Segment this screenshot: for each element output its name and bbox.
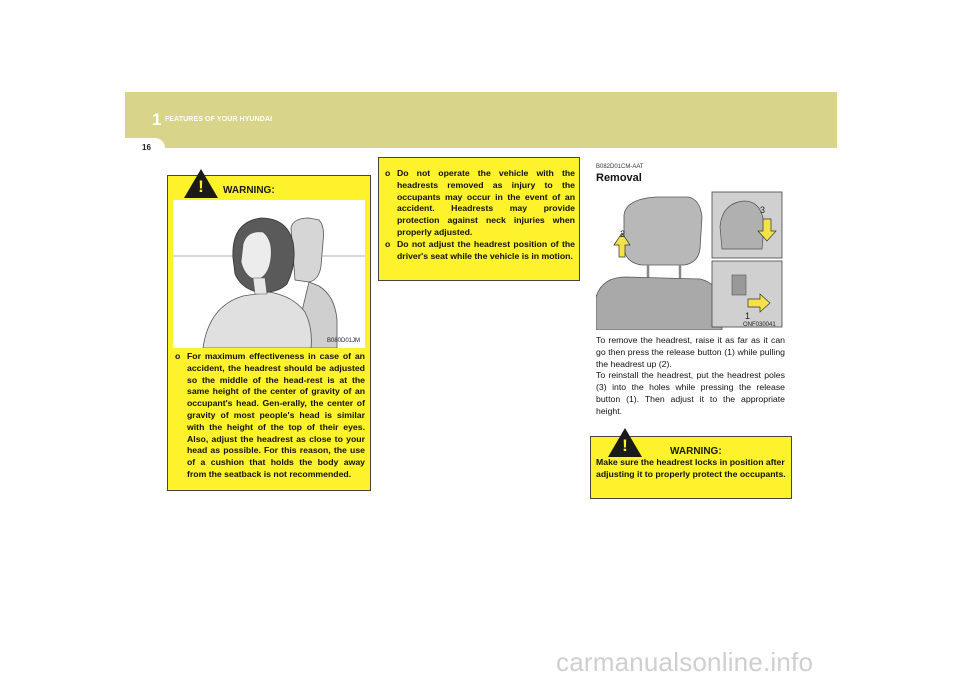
warning-box-small [590,436,792,499]
headrest-removal-photo [596,187,784,330]
warning-box-main [167,175,371,491]
image-code-removal: ONF030041 [743,322,776,328]
headrest-illustration [173,200,365,348]
bullet-text: Do not operate the vehicle with the headrests removed as injury to the occupants may occur in the event of an accident. Headrests may provide protection against neck injuries when properly adjusted. [397,168,575,237]
warning-main-bullet [175,351,365,481]
image-code-main: B080D01JM [327,338,361,344]
warning-main-bullets [175,351,365,481]
woman-headrest-drawing [173,200,365,348]
page-number: 16 [142,143,151,152]
section-code: B082D01CM-AAT [596,164,644,170]
bullet-marker: o [385,168,391,178]
caution-bullet [385,239,575,263]
warning-triangle-icon [608,428,642,457]
warning-title-small: WARNING: [670,446,722,457]
bullet-text: For maximum effectiveness in case of an accident, the headrest should be adjusted so the middle of the head-rest is at the same height of the center of gravity of an occupant's head. Gen-erally, the center of gravity of most people's head is similar with the height of the top of their eyes. Also, adjust the headrest as close to your head as possible. For this reason, the use of a cushion that holds the body away from the seatback is not recommended. [187,351,365,479]
caution-bullets [385,168,575,262]
bullet-marker: o [385,238,391,249]
section-title: Removal [596,172,642,184]
reinstall-paragraph: To reinstall the headrest, put the headrest poles (3) into the holes while pressing the release button (1). Then adjust it to the appropriate height. [596,370,785,416]
watermark: carmanualsonline.info [556,647,814,677]
bullet-text: Do not adjust the headrest position of the driver's seat while the vehicle is in motion. [397,238,575,261]
chapter-title: FEATURES OF YOUR HYUNDAI [165,116,273,123]
callout-3: 3 [760,205,766,215]
removal-instructions [596,335,785,418]
warning-small-text: Make sure the headrest locks in position after adjusting it to properly protect the occupants. [596,457,786,479]
callout-1: 1 [745,311,751,321]
warning-exclamation: ! [622,436,628,455]
chapter-number: 1 [152,110,162,129]
warning-triangle-icon [184,169,218,198]
warning-exclamation: ! [198,177,204,196]
bullet-marker: o [175,351,181,361]
caution-box [378,157,580,281]
removal-paragraph: To remove the headrest, raise it as far as it can go then press the release button (1) while pulling the headrest up (2). [596,335,785,369]
caution-bullet [385,168,575,239]
headrest-removal-drawing [596,187,784,330]
callout-2: 2 [620,229,626,239]
warning-title: WARNING: [223,185,275,196]
